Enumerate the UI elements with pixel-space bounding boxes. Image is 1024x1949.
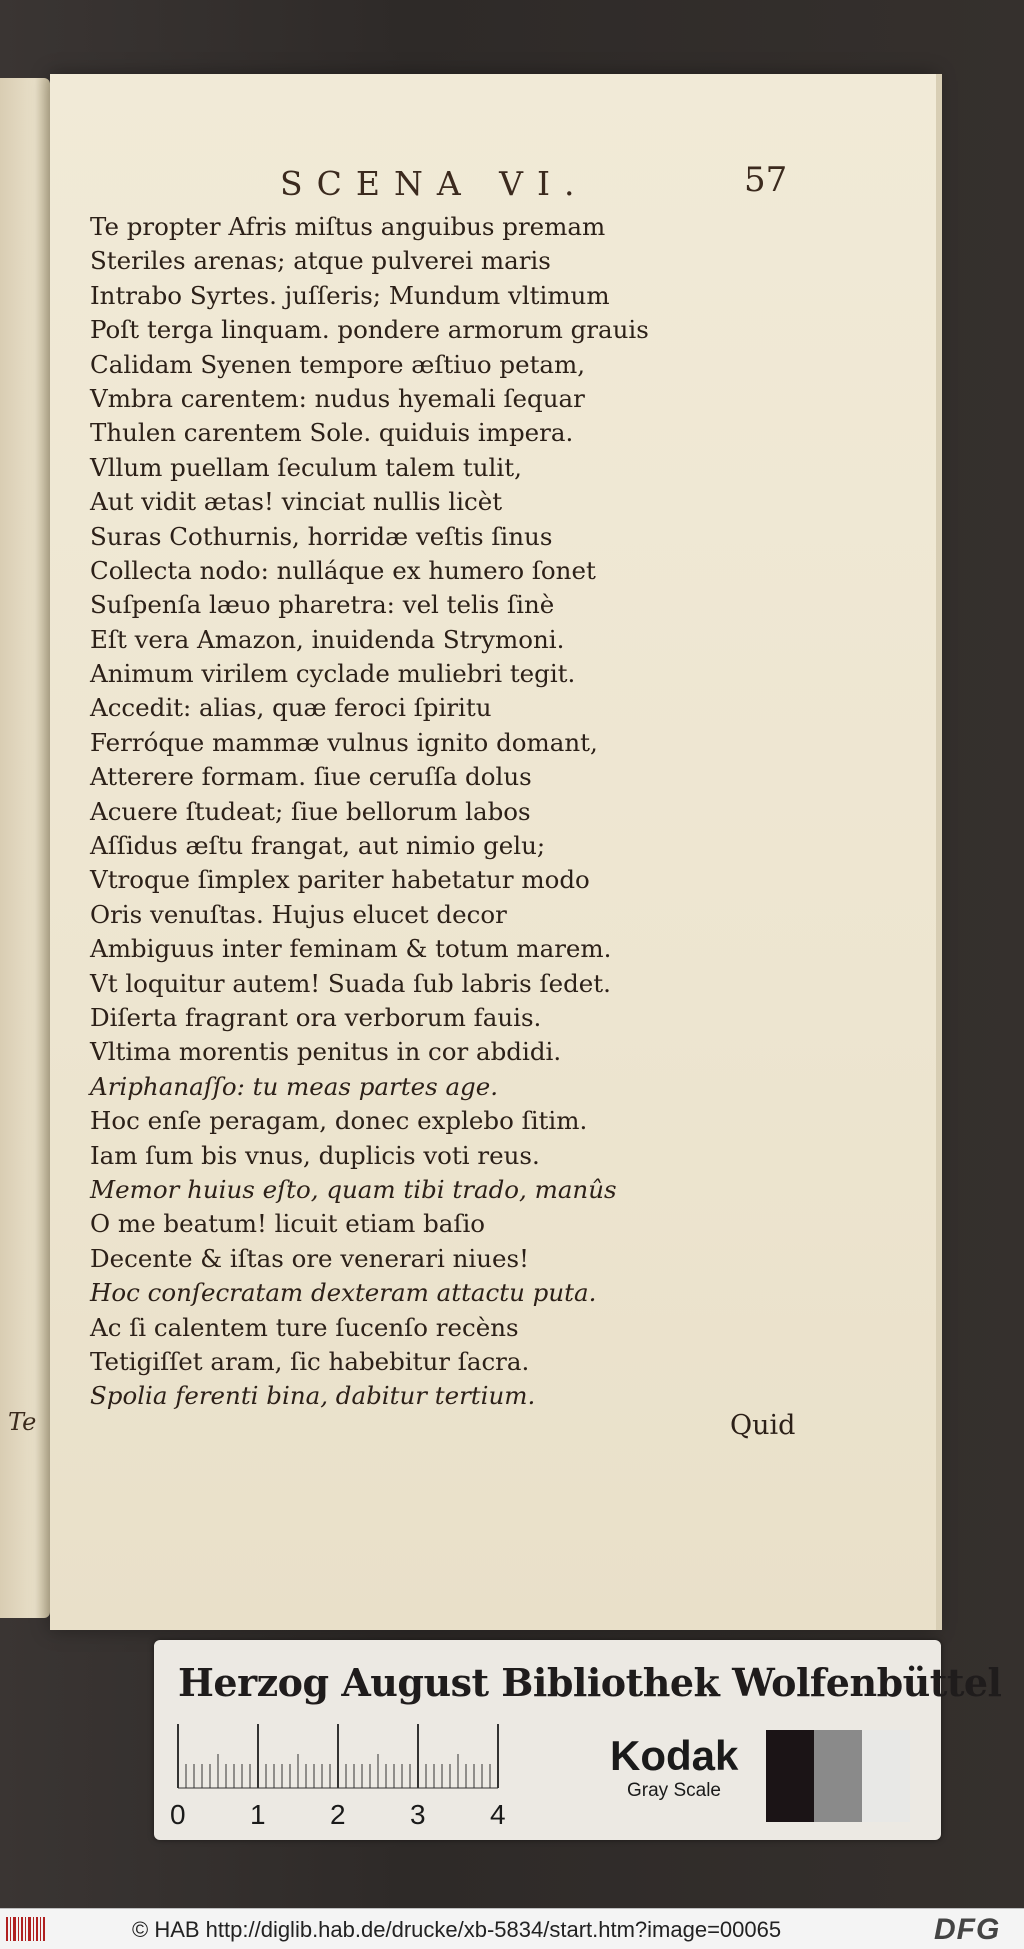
verse-line: Vltima morentis penitus in cor abdidi. bbox=[90, 1037, 562, 1067]
gray-swatches bbox=[766, 1730, 910, 1822]
verse-line: Suſpenſa læuo pharetra: vel telis ſinè bbox=[90, 590, 555, 620]
left-page-catchword: Te bbox=[8, 1408, 37, 1436]
gray-swatch bbox=[766, 1730, 814, 1822]
verse-line: Animum virilem cyclade muliebri tegit. bbox=[90, 659, 576, 689]
verse-line: Intrabo Syrtes. juſſeris; Mundum vltimum bbox=[90, 280, 610, 310]
verse-line: Vmbra carentem: nudus hyemali ſequar bbox=[90, 383, 585, 413]
verse-text bbox=[90, 210, 730, 1414]
catchword: Quid bbox=[730, 1410, 796, 1441]
ruler-label: 4 bbox=[490, 1799, 506, 1830]
verse-line: O me beatum! licuit etiam baſio bbox=[90, 1209, 486, 1239]
ruler-label: 0 bbox=[170, 1799, 186, 1830]
book-page bbox=[50, 74, 936, 1630]
verse-line: Aſſidus æſtu frangat, aut nimio gelu; bbox=[90, 831, 546, 861]
verse-line: Vllum puellam ſeculum talem tulit, bbox=[90, 452, 522, 482]
verse-line: Iam ſum bis vnus, duplicis voti reus. bbox=[90, 1140, 540, 1170]
gray-scale-label: Gray Scale bbox=[627, 1780, 721, 1801]
kodak-logo: Kodak bbox=[610, 1732, 739, 1779]
ruler-label: 3 bbox=[410, 1799, 426, 1830]
verse-line: Ferróque mammæ vulnus ignito domant, bbox=[90, 727, 598, 757]
verse-line: Eſt vera Amazon, inuidenda Strymoni. bbox=[90, 624, 565, 654]
verse-line: Ambiguus inter feminam & totum marem. bbox=[90, 934, 612, 964]
left-page-edge bbox=[0, 78, 50, 1618]
gray-swatch bbox=[862, 1730, 910, 1822]
verse-line: Aut vidit ætas! vinciat nullis licèt bbox=[90, 487, 503, 517]
verse-line: Ariphanaſſo: tu meas partes age. bbox=[90, 1071, 499, 1101]
verse-line: Oris venuſtas. Hujus elucet decor bbox=[90, 899, 507, 929]
verse-line: Spolia ferenti bina, dabitur tertium. bbox=[90, 1381, 536, 1411]
barcode-icon bbox=[6, 1917, 46, 1941]
verse-line: Hoc conſecratam dexteram attactu puta. bbox=[90, 1278, 597, 1308]
card-title: Herzog August Bibliothek Wolfenbüttel bbox=[178, 1660, 1002, 1705]
verse-line: Steriles arenas; atque pulverei maris bbox=[90, 246, 551, 276]
gray-swatch bbox=[814, 1730, 862, 1822]
verse-line: Atterere formam. ſiue ceruſſa dolus bbox=[90, 762, 532, 792]
verse-line: Hoc enſe peragam, donec explebo ſitim. bbox=[90, 1106, 588, 1136]
verse-line: Diſerta fragrant ora verborum fauis. bbox=[90, 1002, 542, 1032]
verse-line: Calidam Syenen tempore æſtiuo petam, bbox=[90, 349, 586, 379]
verse-line: Ac ſi calentem ture ſucenſo recèns bbox=[90, 1312, 519, 1342]
verse-line: Poſt terga linquam. pondere armorum grauis bbox=[90, 315, 649, 345]
footer-bar bbox=[0, 1908, 1024, 1949]
dfg-logo: DFG bbox=[934, 1913, 1001, 1946]
verse-line: Tetigiſſet aram, ſic habebitur ſacra. bbox=[90, 1346, 530, 1376]
footer-url[interactable]: © HAB http://diglib.hab.de/drucke/xb-5834/start.htm?image=00065 bbox=[132, 1917, 782, 1942]
verse-line: Suras Cothurnis, horridæ veſtis ſinus bbox=[90, 521, 553, 551]
verse-line: Te propter Afris miſtus anguibus premam bbox=[90, 212, 606, 241]
verse-line: Collecta nodo: nulláque ex humero ſonet bbox=[90, 555, 596, 585]
verse-line: Vt loquitur autem! Suada ſub labris ſedet. bbox=[90, 968, 611, 998]
page-number: 57 bbox=[744, 160, 788, 200]
verse-line: Decente & iſtas ore venerari niues! bbox=[90, 1243, 529, 1273]
verse-line: Vtroque ſimplex pariter habetatur modo bbox=[90, 865, 590, 895]
ruler-label: 1 bbox=[250, 1799, 266, 1830]
verse-line: Thulen carentem Sole. quiduis impera. bbox=[90, 418, 574, 448]
ruler-label: 2 bbox=[330, 1799, 346, 1830]
ruler-scale bbox=[170, 1724, 608, 1834]
verse-line: Accedit: alias, quæ feroci ſpiritu bbox=[90, 693, 492, 723]
verse-line: Memor huius eſto, quam tibi trado, manûs bbox=[90, 1174, 617, 1204]
verse-line: Acuere ſtudeat; ſiue bellorum labos bbox=[90, 796, 531, 826]
color-calibration-card bbox=[154, 1640, 1002, 1840]
scene-heading: SCENA VI. bbox=[280, 164, 589, 203]
